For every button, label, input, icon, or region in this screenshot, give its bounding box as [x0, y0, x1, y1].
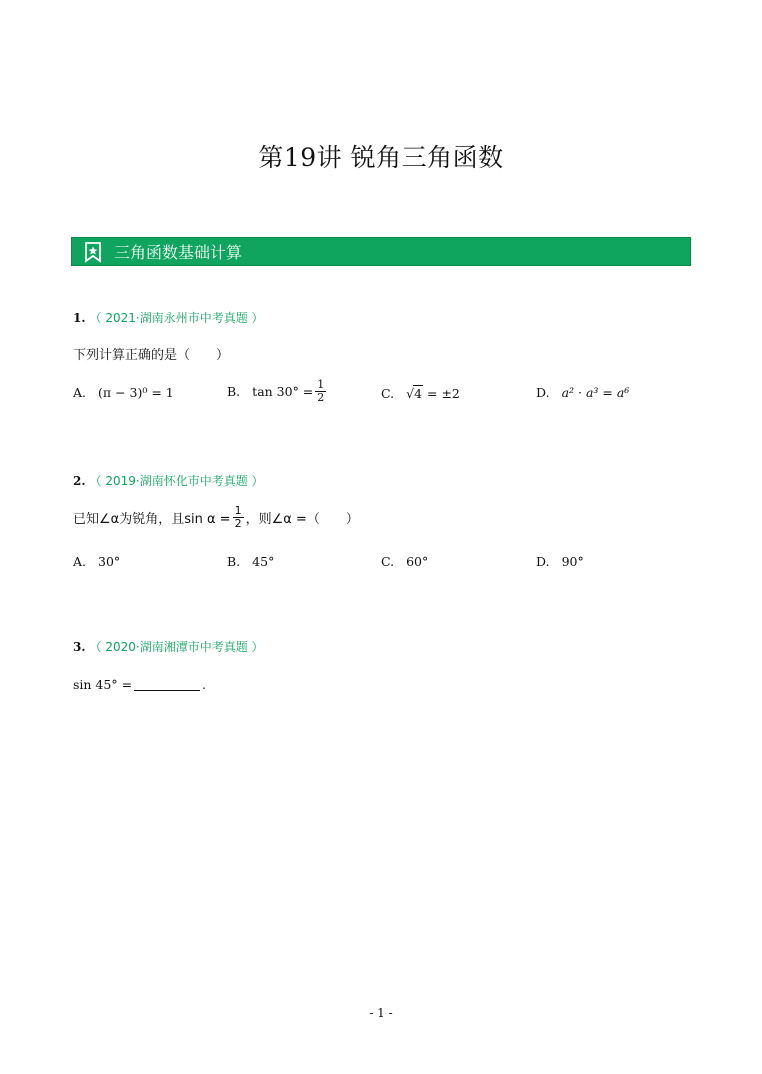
question-1-option-d[interactable]: D. a² · a³ = a⁶: [536, 385, 630, 400]
square-root: √ 4: [406, 386, 423, 401]
question-number: 3.: [73, 640, 86, 654]
question-2-header: [73, 472, 264, 489]
question-3-stem: sin 45° = .: [73, 677, 207, 692]
question-number: 1.: [73, 311, 86, 325]
question-source: （ 2019·湖南怀化市中考真题 ）: [89, 474, 264, 488]
question-1-stem: 下列计算正确的是（ ）: [73, 348, 230, 363]
question-source: （ 2021·湖南永州市中考真题 ）: [89, 311, 264, 325]
question-2-option-c[interactable]: C. 60°: [381, 554, 429, 569]
question-2-option-a[interactable]: A. 30°: [73, 554, 121, 569]
page-number: - 1 -: [369, 1006, 393, 1020]
fraction: $\frac{1}{2}$: [317, 378, 325, 404]
section-header: [71, 237, 691, 266]
page-title: 第19讲 锐角三角函数: [258, 143, 504, 172]
question-2-option-b[interactable]: B. 45°: [227, 554, 275, 569]
question-1-header: [73, 309, 264, 326]
answer-blank[interactable]: [134, 678, 200, 691]
fraction: $\frac{1}{2}$: [234, 504, 242, 530]
question-source: （ 2020·湖南湘潭市中考真题 ）: [89, 640, 264, 654]
question-2-stem: 已知∠α为锐角，且sin α = $\frac{1}{2}$ ，则∠α =（ ）: [73, 504, 359, 530]
question-number: 2.: [73, 474, 86, 488]
question-1-option-c[interactable]: C. √ 4 = ±2: [381, 385, 460, 401]
question-3-header: [73, 638, 264, 655]
question-1-option-b[interactable]: B. tan 30° = $\frac{1}{2}$: [227, 378, 325, 404]
question-2-option-d[interactable]: D. 90°: [536, 554, 584, 569]
bookmark-star-icon: [82, 241, 104, 263]
question-1-option-a[interactable]: A. (π − 3)⁰ = 1: [73, 385, 174, 400]
section-title: 三角函数基础计算: [114, 243, 243, 262]
